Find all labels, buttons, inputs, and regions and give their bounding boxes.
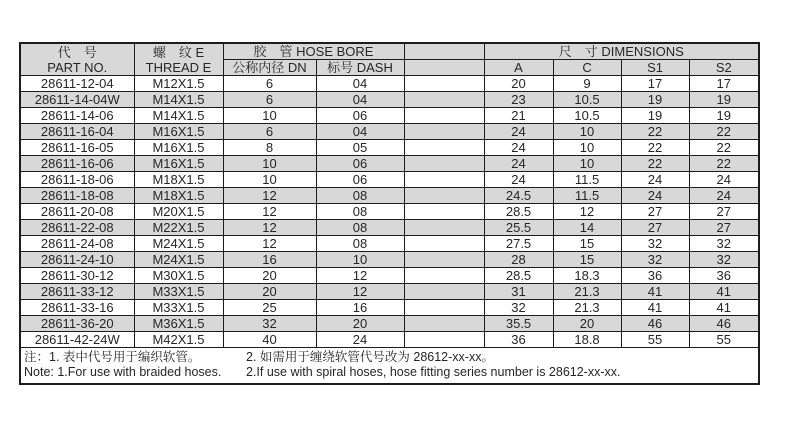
cell-bore-dash: 05: [316, 140, 404, 156]
table-row: [20, 156, 759, 172]
cell-bore-dash: 08: [316, 236, 404, 252]
cell-spacer: [404, 268, 484, 284]
cell-thread-e: M16X1.5: [134, 156, 223, 172]
cell-dim-s1: 22: [621, 124, 689, 140]
cell-dim-a: 24: [484, 140, 553, 156]
cell-dim-s1: 24: [621, 172, 689, 188]
cell-dim-a: 24: [484, 172, 553, 188]
cell-dim-c: 18.3: [553, 268, 621, 284]
cell-dim-c: 21.3: [553, 300, 621, 316]
cell-bore-dn: 12: [223, 220, 316, 236]
cell-dim-s2: 36: [689, 268, 759, 284]
cell-spacer: [404, 220, 484, 236]
cell-dim-a: 25.5: [484, 220, 553, 236]
cell-dim-a: 28.5: [484, 268, 553, 284]
cell-spacer: [404, 300, 484, 316]
table-row: [20, 204, 759, 220]
cell-bore-dash: 04: [316, 124, 404, 140]
cell-dim-s2: 24: [689, 188, 759, 204]
cell-thread-e: M14X1.5: [134, 92, 223, 108]
table-row: [20, 92, 759, 108]
cell-dim-a: 24.5: [484, 188, 553, 204]
cell-bore-dn: 32: [223, 316, 316, 332]
cell-bore-dn: 20: [223, 268, 316, 284]
cell-dim-s2: 27: [689, 220, 759, 236]
note-zh-2: 2. 如需用于缠绕软管代号改为 28612-xx-xx。: [246, 350, 494, 364]
cell-part-no: 28611-14-04W: [20, 92, 134, 108]
table-row: [20, 252, 759, 268]
cell-dim-a: 27.5: [484, 236, 553, 252]
cell-spacer: [404, 284, 484, 300]
cell-dim-s1: 19: [621, 92, 689, 108]
col-header-thread-e: [134, 43, 223, 76]
cell-dim-s1: 41: [621, 284, 689, 300]
cell-spacer: [404, 156, 484, 172]
cell-bore-dash: 20: [316, 316, 404, 332]
cell-dim-c: 10.5: [553, 108, 621, 124]
cell-dim-c: 11.5: [553, 172, 621, 188]
group-header-hose-bore: 胶 管 HOSE BORE: [223, 43, 404, 60]
cell-dim-a: 32: [484, 300, 553, 316]
cell-bore-dash: 12: [316, 284, 404, 300]
cell-thread-e: M16X1.5: [134, 140, 223, 156]
cell-dim-s2: 41: [689, 300, 759, 316]
col-header-thread-e-en: THREAD E: [145, 59, 212, 75]
cell-part-no: 28611-18-08: [20, 188, 134, 204]
cell-dim-s1: 32: [621, 236, 689, 252]
cell-dim-a: 24: [484, 156, 553, 172]
table-row: [20, 140, 759, 156]
cell-thread-e: M36X1.5: [134, 316, 223, 332]
cell-dim-c: 9: [553, 76, 621, 92]
cell-dim-c: 10: [553, 156, 621, 172]
cell-dim-s2: 22: [689, 140, 759, 156]
col-header-thread-e-zh: 螺 纹 E: [152, 44, 205, 60]
cell-dim-s1: 36: [621, 268, 689, 284]
cell-bore-dn: 12: [223, 188, 316, 204]
cell-thread-e: M42X1.5: [134, 332, 223, 348]
col-header-part-no-zh: 代 号: [57, 44, 97, 60]
table-row: [20, 188, 759, 204]
cell-bore-dn: 10: [223, 156, 316, 172]
cell-bore-dash: 12: [316, 268, 404, 284]
cell-spacer: [404, 332, 484, 348]
cell-spacer: [404, 108, 484, 124]
cell-dim-a: 36: [484, 332, 553, 348]
cell-part-no: 28611-30-12: [20, 268, 134, 284]
cell-spacer: [404, 172, 484, 188]
cell-dim-s1: 55: [621, 332, 689, 348]
cell-bore-dn: 6: [223, 92, 316, 108]
cell-bore-dn: 8: [223, 140, 316, 156]
table-row: [20, 108, 759, 124]
cell-spacer: [404, 316, 484, 332]
cell-dim-s2: 22: [689, 156, 759, 172]
cell-part-no: 28611-42-24W: [20, 332, 134, 348]
cell-dim-s1: 24: [621, 188, 689, 204]
cell-thread-e: M30X1.5: [134, 268, 223, 284]
cell-bore-dash: 08: [316, 220, 404, 236]
cell-dim-s1: 32: [621, 252, 689, 268]
table-footer: [20, 348, 759, 385]
cell-dim-s1: 27: [621, 220, 689, 236]
table-header: [20, 43, 759, 76]
col-header-s2: S2: [689, 60, 759, 76]
cell-dim-s2: 22: [689, 124, 759, 140]
cell-dim-s2: 17: [689, 76, 759, 92]
cell-thread-e: M24X1.5: [134, 252, 223, 268]
cell-spacer: [404, 124, 484, 140]
cell-part-no: 28611-16-06: [20, 156, 134, 172]
cell-part-no: 28611-20-08: [20, 204, 134, 220]
table-row: [20, 172, 759, 188]
spacer-header-top: [404, 43, 484, 60]
cell-dim-c: 20: [553, 316, 621, 332]
note-en-1: Note: 1.For use with braided hoses.: [24, 365, 222, 379]
cell-dim-c: 15: [553, 252, 621, 268]
cell-bore-dash: 04: [316, 76, 404, 92]
cell-dim-a: 28.5: [484, 204, 553, 220]
table-body: [20, 76, 759, 348]
table-row: [20, 300, 759, 316]
note-line-en: [24, 365, 756, 380]
cell-dim-c: 10: [553, 140, 621, 156]
table-row: [20, 316, 759, 332]
cell-dim-s2: 32: [689, 236, 759, 252]
cell-bore-dash: 04: [316, 92, 404, 108]
cell-dim-c: 11.5: [553, 188, 621, 204]
cell-part-no: 28611-24-08: [20, 236, 134, 252]
cell-dim-a: 23: [484, 92, 553, 108]
table-row: [20, 332, 759, 348]
cell-bore-dash: 16: [316, 300, 404, 316]
cell-dim-a: 20: [484, 76, 553, 92]
cell-dim-c: 12: [553, 204, 621, 220]
cell-dim-s2: 46: [689, 316, 759, 332]
cell-spacer: [404, 252, 484, 268]
cell-bore-dn: 12: [223, 236, 316, 252]
cell-thread-e: M24X1.5: [134, 236, 223, 252]
cell-dim-s2: 32: [689, 252, 759, 268]
cell-dim-s2: 27: [689, 204, 759, 220]
header-row-top: [20, 43, 759, 60]
spacer-header-sub: [404, 60, 484, 76]
cell-spacer: [404, 204, 484, 220]
cell-thread-e: M33X1.5: [134, 300, 223, 316]
table-row: [20, 76, 759, 92]
col-header-part-no: [20, 43, 134, 76]
table-row: [20, 268, 759, 284]
cell-dim-s1: 41: [621, 300, 689, 316]
cell-dim-s1: 22: [621, 156, 689, 172]
note-en-2: 2.If use with spiral hoses, hose fitting series number is 28612-xx-xx.: [246, 365, 621, 379]
col-header-dn: 公称内径 DN: [223, 60, 316, 76]
cell-bore-dn: 6: [223, 76, 316, 92]
cell-dim-s1: 22: [621, 140, 689, 156]
cell-dim-s1: 27: [621, 204, 689, 220]
cell-bore-dn: 10: [223, 172, 316, 188]
cell-dim-c: 10.5: [553, 92, 621, 108]
cell-dim-c: 15: [553, 236, 621, 252]
cell-bore-dn: 25: [223, 300, 316, 316]
cell-dim-s2: 19: [689, 108, 759, 124]
cell-part-no: 28611-16-05: [20, 140, 134, 156]
cell-dim-s2: 55: [689, 332, 759, 348]
cell-thread-e: M22X1.5: [134, 220, 223, 236]
notes-cell: [20, 348, 759, 385]
col-header-c: C: [553, 60, 621, 76]
cell-dim-a: 28: [484, 252, 553, 268]
col-header-dash: 标号 DASH: [316, 60, 404, 76]
col-header-s1: S1: [621, 60, 689, 76]
cell-dim-s2: 41: [689, 284, 759, 300]
cell-bore-dash: 06: [316, 156, 404, 172]
cell-dim-c: 10: [553, 124, 621, 140]
cell-dim-a: 31: [484, 284, 553, 300]
cell-thread-e: M33X1.5: [134, 284, 223, 300]
col-header-part-no-en: PART NO.: [47, 59, 108, 75]
cell-part-no: 28611-18-06: [20, 172, 134, 188]
cell-dim-a: 21: [484, 108, 553, 124]
cell-bore-dash: 24: [316, 332, 404, 348]
hose-fitting-spec-table: [19, 42, 760, 385]
cell-part-no: 28611-16-04: [20, 124, 134, 140]
cell-spacer: [404, 76, 484, 92]
cell-bore-dn: 12: [223, 204, 316, 220]
cell-thread-e: M18X1.5: [134, 172, 223, 188]
cell-dim-s2: 19: [689, 92, 759, 108]
cell-bore-dn: 20: [223, 284, 316, 300]
cell-spacer: [404, 236, 484, 252]
table-row: [20, 124, 759, 140]
cell-dim-a: 35.5: [484, 316, 553, 332]
cell-dim-c: 21.3: [553, 284, 621, 300]
cell-part-no: 28611-12-04: [20, 76, 134, 92]
table-row: [20, 284, 759, 300]
cell-bore-dash: 06: [316, 172, 404, 188]
cell-thread-e: M14X1.5: [134, 108, 223, 124]
cell-spacer: [404, 188, 484, 204]
cell-dim-a: 24: [484, 124, 553, 140]
cell-dim-s1: 17: [621, 76, 689, 92]
cell-part-no: 28611-33-16: [20, 300, 134, 316]
cell-bore-dn: 16: [223, 252, 316, 268]
group-header-dimensions: 尺 寸 DIMENSIONS: [484, 43, 759, 60]
cell-thread-e: M18X1.5: [134, 188, 223, 204]
cell-thread-e: M20X1.5: [134, 204, 223, 220]
cell-bore-dn: 6: [223, 124, 316, 140]
cell-part-no: 28611-36-20: [20, 316, 134, 332]
cell-dim-s1: 19: [621, 108, 689, 124]
cell-thread-e: M16X1.5: [134, 124, 223, 140]
cell-part-no: 28611-24-10: [20, 252, 134, 268]
cell-dim-c: 18.8: [553, 332, 621, 348]
table-row: [20, 236, 759, 252]
cell-part-no: 28611-14-06: [20, 108, 134, 124]
cell-thread-e: M12X1.5: [134, 76, 223, 92]
cell-bore-dash: 08: [316, 204, 404, 220]
notes-row: [20, 348, 759, 385]
cell-spacer: [404, 140, 484, 156]
cell-bore-dash: 08: [316, 188, 404, 204]
cell-bore-dn: 10: [223, 108, 316, 124]
cell-part-no: 28611-33-12: [20, 284, 134, 300]
cell-bore-dash: 10: [316, 252, 404, 268]
note-zh-1: 注：1. 表中代号用于编织软管。: [24, 350, 201, 364]
cell-dim-s1: 46: [621, 316, 689, 332]
cell-dim-c: 14: [553, 220, 621, 236]
cell-spacer: [404, 92, 484, 108]
cell-bore-dn: 40: [223, 332, 316, 348]
col-header-a: A: [484, 60, 553, 76]
note-line-zh: [24, 350, 756, 365]
cell-bore-dash: 06: [316, 108, 404, 124]
cell-dim-s2: 24: [689, 172, 759, 188]
table-row: [20, 220, 759, 236]
cell-part-no: 28611-22-08: [20, 220, 134, 236]
